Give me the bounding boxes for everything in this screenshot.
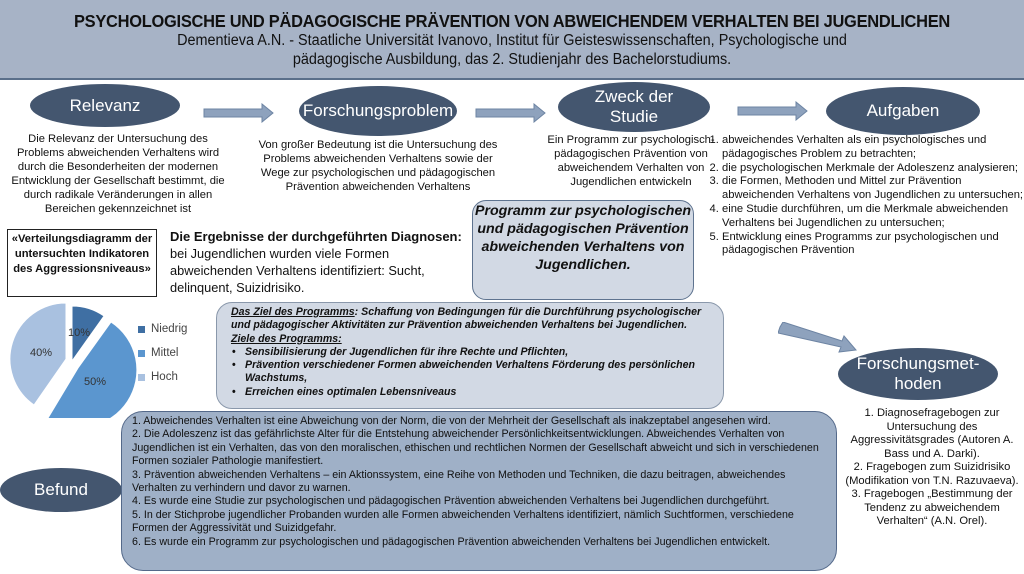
ziel-label: Das Ziel des Programms	[231, 306, 355, 318]
befund-item: 4. Es wurde eine Studie zur psychologischen und pädagogischen Prävention abweichenden Verhaltens bei Jugendlichen durchgeführt.	[132, 495, 770, 508]
befund-label: Befund	[34, 480, 88, 499]
zweck-label-1: Zweck der	[594, 87, 674, 106]
arrow-right-icon	[736, 101, 808, 121]
programm-box	[472, 200, 694, 300]
methoden-item: 3. Fragebogen „Bestimmung der Tendenz zu abweichendem Verhalten“ (A.N. Orel).	[851, 488, 1013, 527]
methoden-list	[840, 407, 1024, 529]
zweck-oval	[558, 82, 710, 132]
methoden-label-2: hoden	[894, 374, 942, 393]
methoden-item: 1. Diagnosefragebogen zur Untersuchung des Aggressivitätsgrades (Autoren A. Bass und A. Darki).	[850, 407, 1014, 460]
legend-label: Mittel	[151, 347, 179, 359]
forschungsproblem-text: Von großer Bedeutung ist die Untersuchung des Problems abweichenden Verhaltens sowie der Wege zur psychologischen und pädagogischen Prävention abweichenden Verhaltens	[258, 139, 498, 193]
legend-swatch-icon	[138, 350, 145, 357]
page-title: PSYCHOLOGISCHE UND PÄDAGOGISCHE PRÄVENTION VON ABWEICHENDEM VERHALTEN BEI JUGENDLICHEN	[73, 11, 950, 31]
subtitle-line-2: pädagogische Ausbildung, das 2. Studienjahr des Bachelorstudiums.	[292, 51, 732, 68]
befund-item: 1. Abweichendes Verhalten ist eine Abweichung von der Norm, die von der Mehrheit der Gesellschaft als inakzeptabel angesehen wird.	[132, 415, 771, 427]
legend-label: Hoch	[151, 371, 178, 383]
ziel-item: • Sensibilisierung der Jugendlichen für ihre Rechte und Pflichten,	[245, 346, 715, 359]
befund-oval	[0, 468, 122, 512]
pie-chart	[8, 302, 138, 418]
legend-label: Niedrig	[151, 323, 188, 335]
legend-item-niedrig	[138, 317, 187, 341]
pie-label-hoch: 40%	[30, 347, 53, 359]
ziel-item: • Erreichen eines optimalen Lebensniveaus	[245, 386, 715, 399]
befund-item: 5. In der Stichprobe jugendlicher Probanden wurden alle Formen abweichenden Verhaltens identifiziert, nämlich Suchtformen, verschiedene Formen der Aggressivität und Suizidgefahr.	[132, 508, 794, 535]
aufgaben-label: Aufgaben	[866, 101, 940, 120]
aufgaben-item: 5. Entwicklung eines Programms zur psychologischen und pädagogischen Prävention	[722, 231, 1024, 259]
befund-item: 3. Prävention abweichenden Verhaltens – ein Aktionssystem, eine Reihe von Methoden und Techniken, die dazu beitragen, abweichendes Verhalten zu verhindern und davor zu warnen.	[132, 468, 786, 495]
arrow-right-icon	[474, 103, 546, 123]
programm-title: Programm zur psychologischen und pädagogischen Prävention abweichenden Verhaltens von Jugendlichen.	[474, 203, 691, 273]
chart-title-box: «Verteilungsdiagramm der untersuchten Indikatoren des Aggressionsniveaus»	[7, 229, 157, 297]
relevanz-label: Relevanz	[69, 95, 141, 115]
pie-label-mittel: 50%	[84, 376, 107, 388]
relevanz-text: Die Relevanz der Untersuchung des Problems abweichenden Verhaltens wird durch die Besonderheiten der modernen Entwicklung der Gesellschaft bestimmt, die durch radikale Veränderungen in allen Bereichen gekennzeichnet ist	[11, 133, 225, 215]
header	[0, 0, 1024, 80]
legend-swatch-icon	[138, 326, 145, 333]
ziele-label: Ziele des Programms:	[231, 332, 342, 345]
ziel-item: • Prävention verschiedener Formen abweichenden Verhaltens Förderung des persönlichen Wachstums,	[245, 359, 715, 386]
legend-item-hoch	[138, 365, 187, 389]
legend-swatch-icon	[138, 374, 145, 381]
relevanz-oval	[30, 84, 180, 127]
befund-item: 2. Die Adoleszenz ist das gefährlichste Alter für die Entstehung abweichender Persönlichkeitsentwicklungen. Abweichendes Verhalten von Jugendlichen ist ein Verhalten, das von den moralischen, ethischen und rechtlichen Normen der Gesellschaft abweicht und sich in verschiedenen Formen sozialer Pathologie manifestiert.	[132, 428, 819, 468]
forschungsproblem-oval	[299, 86, 457, 136]
arrow-diagonal-icon	[778, 322, 858, 356]
forschungsproblem-label: Forschungsproblem	[302, 101, 454, 120]
befund-item: 6. Es wurde ein Programm zur psychologischen und pädagogischen Prävention abweichenden Verhaltens bei Jugendlichen entwickelt.	[132, 535, 771, 548]
methoden-oval	[838, 348, 998, 400]
ziel-box	[216, 302, 724, 409]
subtitle-line-1: Dementieva A.N. - Staatliche Universität Ivanovo, Institut für Geisteswissenschaften, Psychologische und	[177, 32, 847, 49]
arrow-right-icon	[202, 103, 274, 123]
diagnosen-heading: Die Ergebnisse der durchgeführten Diagnosen:	[170, 229, 462, 244]
zweck-label-2: Studie	[609, 107, 659, 126]
diagnosen-text	[170, 228, 470, 296]
legend-item-mittel	[138, 341, 187, 365]
pie-legend	[138, 317, 187, 389]
aufgaben-list	[700, 134, 1024, 258]
methoden-label-1: Forschungsmet-	[856, 354, 980, 373]
ziel-text: : Schaffung von Bedingungen für die Durchführung psychologischer und pädagogischer Aktivitäten zur Prävention abweichenden Verhaltens bei Jugendlichen.	[231, 306, 702, 332]
aufgaben-item: 3. die Formen, Methoden und Mittel zur Prävention abweichenden Verhaltens von Jugendlichen zu untersuchen;	[722, 175, 1024, 203]
aufgaben-oval	[826, 87, 980, 135]
befund-box	[121, 411, 837, 571]
diagnosen-body: bei Jugendlichen wurden viele Formen abweichenden Verhaltens identifiziert: Sucht, delinquent, Suizidrisiko.	[170, 246, 425, 295]
methoden-item: 2. Fragebogen zum Suizidrisiko (Modifikation von T.N. Razuvaeva).	[845, 461, 1019, 487]
aufgaben-item: 2. die psychologischen Merkmale der Adoleszenz analysieren;	[722, 162, 1024, 176]
zweck-text: Ein Programm zur psychologisch-pädagogischen Prävention von abweichendem Verhalten von Jugendlichen entwickeln	[547, 134, 715, 188]
aufgaben-item: 1. abweichendes Verhalten als ein psychologisches und pädagogisches Problem zu betrachten;	[722, 134, 1024, 162]
aufgaben-item: 4. eine Studie durchführen, um die Merkmale abweichenden Verhaltens bei Jugendlichen zu untersuchen;	[722, 203, 1024, 231]
pie-label-niedrig: 10%	[68, 327, 91, 339]
